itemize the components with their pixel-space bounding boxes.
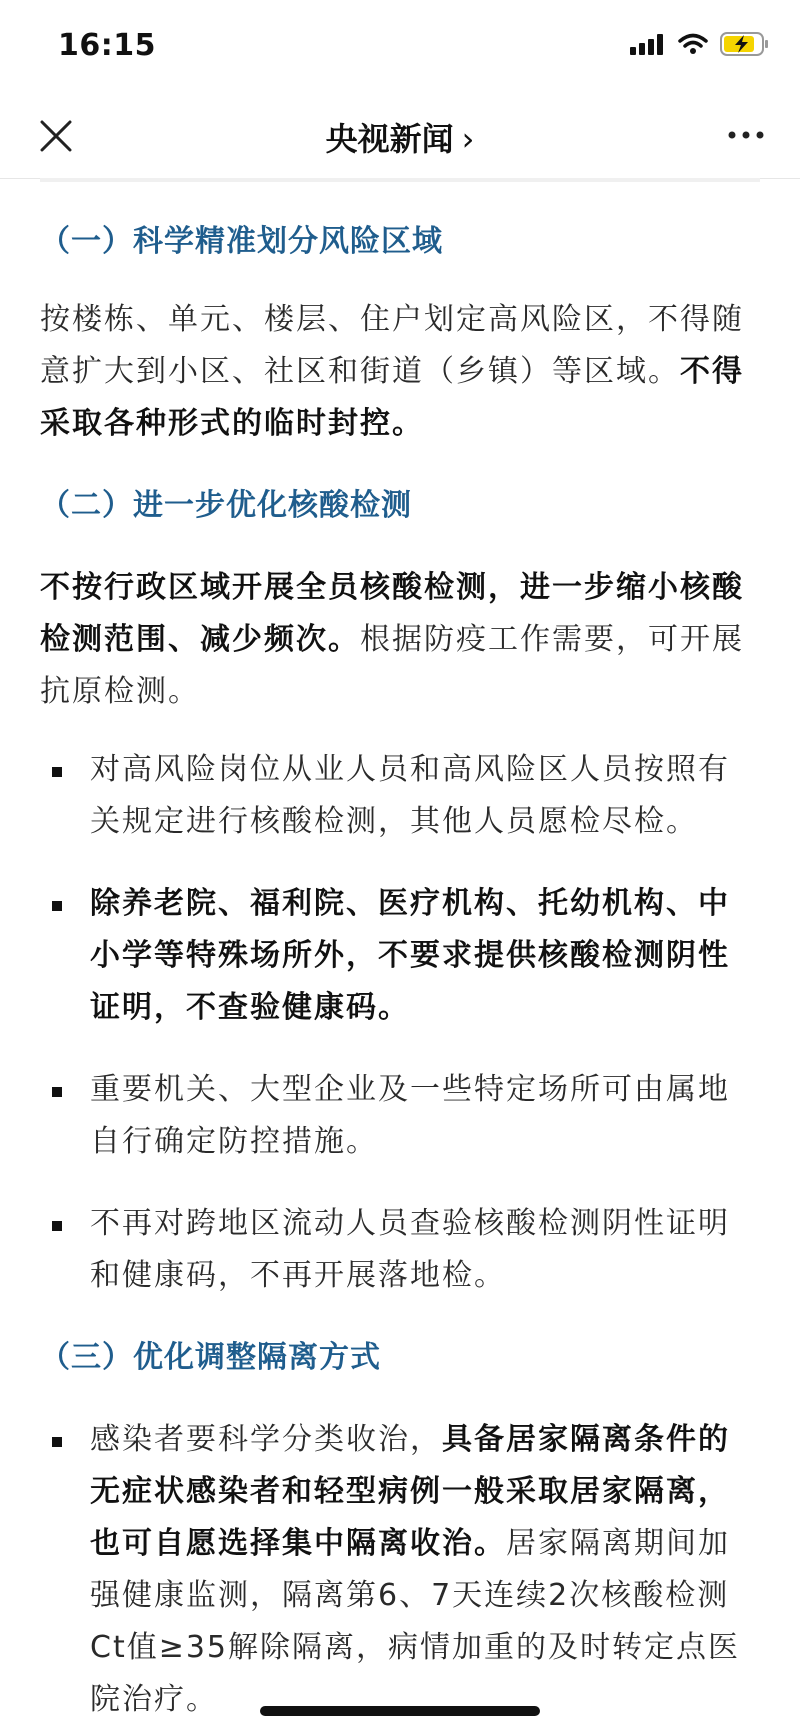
list-item-text: 感染者要科学分类收治， <box>90 1422 442 1457</box>
list-item <box>40 744 760 848</box>
bullet-icon <box>52 901 62 911</box>
nav-title[interactable] <box>0 114 800 160</box>
battery-charging-icon <box>720 32 770 56</box>
section-2-bold-text: 不按行政区域开展全员核酸检测，进一步缩小核酸检测范围、减少频次。 <box>40 570 744 657</box>
home-indicator[interactable] <box>260 1706 540 1716</box>
chevron-right-icon: › <box>461 120 475 158</box>
article-content <box>40 200 760 1726</box>
list-item-text: 对高风险岗位从业人员和高风险区人员按照有关规定进行核酸检测，其他人员愿检尽检。 <box>90 752 730 839</box>
section-3-list <box>40 1414 760 1726</box>
more-icon[interactable] <box>726 120 766 150</box>
bullet-icon <box>52 767 62 777</box>
section-heading-1: （一）科学精准划分风险区域 <box>40 224 443 259</box>
nav-title-text: 央视新闻 <box>325 120 454 158</box>
section-heading-3: （三）优化调整隔离方式 <box>40 1340 381 1375</box>
list-item <box>40 1198 760 1302</box>
bullet-icon <box>52 1221 62 1231</box>
section-1-paragraph <box>40 294 760 450</box>
bullet-icon <box>52 1437 62 1447</box>
list-item-bold-text: 除养老院、福利院、医疗机构、托幼机构、中小学等特殊场所外，不要求提供核酸检测阴性证明，不查验健康码。 <box>90 886 730 1025</box>
signal-icon <box>630 33 666 55</box>
list-item <box>40 1064 760 1168</box>
list-item <box>40 1414 760 1726</box>
nav-bar <box>0 96 800 179</box>
section-2-list <box>40 744 760 1302</box>
status-bar <box>0 0 800 96</box>
wifi-icon <box>678 33 708 55</box>
content-top-divider <box>40 178 760 182</box>
section-heading-2: （二）进一步优化核酸检测 <box>40 488 412 523</box>
section-2-paragraph <box>40 562 760 718</box>
list-item-text: 居家隔离期间加强健康监测，隔离第6、7天连续2次核酸检测Ct值≥35解除隔离，病情加重的及时转定点医院治疗。 <box>90 1526 741 1717</box>
status-icons <box>630 32 770 56</box>
section-2-text: 根据防疫工作需要，可开展抗原检测。 <box>40 622 744 709</box>
list-item-text: 不再对跨地区流动人员查验核酸检测阴性证明和健康码，不再开展落地检。 <box>90 1206 730 1293</box>
list-item <box>40 878 760 1034</box>
list-item-bold-text: 具备居家隔离条件的无症状感染者和轻型病例一般采取居家隔离，也可自愿选择集中隔离收治。 <box>90 1422 730 1561</box>
list-item-text: 重要机关、大型企业及一些特定场所可由属地自行确定防控措施。 <box>90 1072 730 1159</box>
status-time: 16:15 <box>58 28 156 63</box>
section-1-bold-text: 不得采取各种形式的临时封控。 <box>40 354 744 441</box>
bullet-icon <box>52 1087 62 1097</box>
section-1-text: 按楼栋、单元、楼层、住户划定高风险区，不得随意扩大到小区、社区和街道（乡镇）等区域。 <box>40 302 744 389</box>
